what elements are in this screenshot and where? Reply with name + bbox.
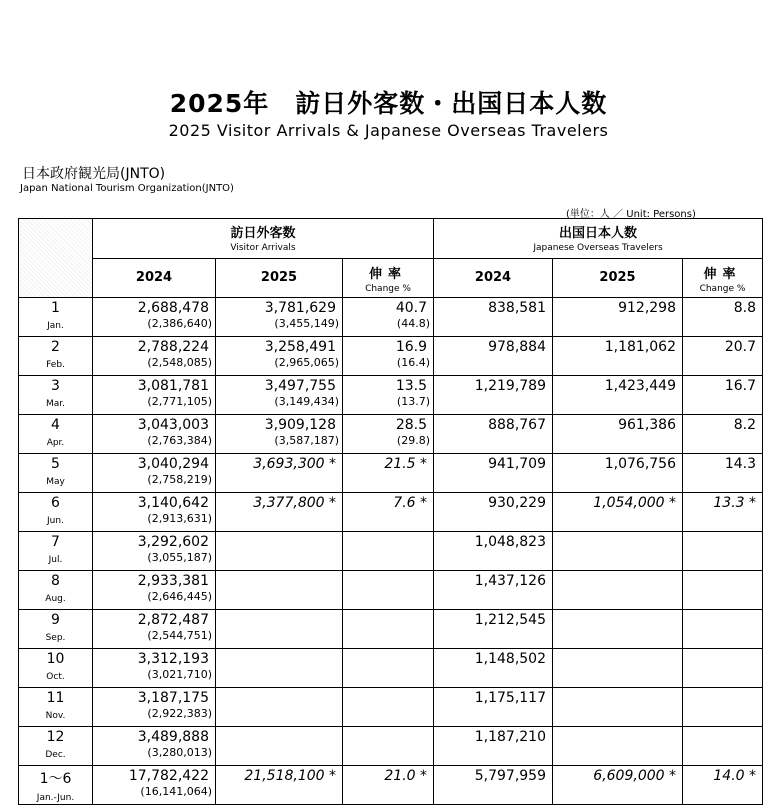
organization-en: Japan National Tourism Organization(JNTO) [20, 183, 234, 194]
travelers-2024-cell: 838,581 [434, 298, 553, 337]
arrivals-change-cell [343, 727, 434, 766]
month-name-en: Jun. [47, 516, 64, 526]
arrivals-2024-cell: 2,788,224 (2,548,085) [93, 337, 216, 376]
overseas-travelers-header-ja: 出国日本人数 [558, 226, 637, 241]
month-cell [19, 727, 93, 766]
statistics-table [18, 218, 763, 805]
arrivals-2024-cell: 3,040,294 (2,758,219) [93, 454, 216, 493]
arrivals-change-cell: 40.7 (44.8) [343, 298, 434, 337]
month-number: 3 [51, 378, 60, 394]
month-number: 8 [51, 573, 60, 589]
arrivals-change-cell: 28.5 (29.8) [343, 415, 434, 454]
travelers-change-cell [683, 727, 763, 766]
arrivals-change-cell: 21.5 * [343, 454, 434, 493]
arrivals-change-cell [343, 649, 434, 688]
table-row [19, 376, 763, 415]
travelers-2025-cell [553, 727, 683, 766]
organization-ja: 日本政府観光局(JNTO) [22, 166, 166, 182]
table-row [19, 688, 763, 727]
travelers-2024-cell: 1,219,789 [434, 376, 553, 415]
travelers-2025-cell [553, 532, 683, 571]
travelers-2024-cell: 930,229 [434, 493, 553, 532]
arrivals-change-cell: 13.5 (13.7) [343, 376, 434, 415]
travelers-2024-cell: 1,175,117 [434, 688, 553, 727]
month-name-en: Nov. [45, 711, 66, 721]
arrivals-2025-cell [216, 532, 343, 571]
month-cell [19, 532, 93, 571]
travelers-2025-cell: 1,423,449 [553, 376, 683, 415]
travelers-2024-cell: 5,797,959 [434, 766, 553, 805]
visitor-arrivals-header [93, 219, 434, 259]
travelers-change-cell: 14.3 [683, 454, 763, 493]
arrivals-2025-cell: 3,781,629 (3,455,149) [216, 298, 343, 337]
travelers-2024-cell: 978,884 [434, 337, 553, 376]
arrivals-change-header: 伸率 Change % [343, 259, 434, 298]
arrivals-2024-cell: 2,933,381 (2,646,445) [93, 571, 216, 610]
arrivals-2025-cell [216, 688, 343, 727]
travelers-change-cell [683, 610, 763, 649]
month-name-en: Apr. [46, 438, 65, 448]
travelers-change-cell: 8.8 [683, 298, 763, 337]
arrivals-change-cell [343, 688, 434, 727]
month-cell [19, 376, 93, 415]
month-number: 12 [46, 729, 65, 745]
travelers-change-cell [683, 532, 763, 571]
table-row [19, 415, 763, 454]
month-cell [19, 337, 93, 376]
month-number: 4 [51, 417, 60, 433]
arrivals-2025-cell [216, 610, 343, 649]
travelers-2024-cell: 1,437,126 [434, 571, 553, 610]
travelers-2025-cell: 6,609,000 * [553, 766, 683, 805]
arrivals-2024-cell: 3,140,642 (2,913,631) [93, 493, 216, 532]
travelers-change-cell: 13.3 * [683, 493, 763, 532]
month-name-en: Mar. [45, 399, 65, 409]
month-name-en: Feb. [46, 360, 65, 370]
travelers-2025-cell [553, 571, 683, 610]
travelers-change-cell [683, 571, 763, 610]
table-row [19, 298, 763, 337]
month-name-en: Sep. [45, 633, 66, 643]
arrivals-change-cell: 7.6 * [343, 493, 434, 532]
travelers-2025-cell [553, 610, 683, 649]
travelers-2025-cell: 1,054,000 * [553, 493, 683, 532]
travelers-2024-cell: 888,767 [434, 415, 553, 454]
travelers-2025-cell [553, 688, 683, 727]
travelers-change-header: 伸率 Change % [683, 259, 763, 298]
arrivals-2024-cell: 3,081,781 (2,771,105) [93, 376, 216, 415]
arrivals-2025-cell: 21,518,100 * [216, 766, 343, 805]
month-cell [19, 493, 93, 532]
travelers-change-cell: 20.7 [683, 337, 763, 376]
arrivals-2024-cell: 3,187,175 (2,922,383) [93, 688, 216, 727]
arrivals-2025-cell: 3,693,300 * [216, 454, 343, 493]
travelers-2025-header: 2025 [553, 259, 683, 298]
page-title-en: 2025 Visitor Arrivals & Japanese Overseas Travelers [168, 121, 609, 140]
overseas-travelers-header [434, 219, 763, 259]
month-number: 10 [46, 651, 65, 667]
table-row [19, 766, 763, 805]
month-number: 7 [51, 534, 60, 550]
travelers-change-cell [683, 688, 763, 727]
table-row [19, 571, 763, 610]
visitor-arrivals-header-en: Visitor Arrivals [230, 243, 296, 253]
month-name-en: May [46, 477, 65, 487]
travelers-2024-header: 2024 [434, 259, 553, 298]
arrivals-2024-cell: 3,043,003 (2,763,384) [93, 415, 216, 454]
month-name-en: Jan. [47, 321, 64, 331]
travelers-2025-cell: 1,076,756 [553, 454, 683, 493]
travelers-2024-cell: 941,709 [434, 454, 553, 493]
arrivals-2025-cell: 3,377,800 * [216, 493, 343, 532]
arrivals-change-cell: 16.9 (16.4) [343, 337, 434, 376]
month-name-en: Oct. [46, 672, 65, 682]
travelers-2024-cell: 1,048,823 [434, 532, 553, 571]
month-header-cell [19, 219, 93, 298]
arrivals-2024-cell: 3,312,193 (3,021,710) [93, 649, 216, 688]
table-row [19, 610, 763, 649]
table-row [19, 337, 763, 376]
arrivals-2025-cell: 3,909,128 (3,587,187) [216, 415, 343, 454]
arrivals-2025-cell [216, 727, 343, 766]
month-cell [19, 688, 93, 727]
table-row [19, 454, 763, 493]
travelers-2025-cell [553, 649, 683, 688]
month-cell [19, 298, 93, 337]
arrivals-2024-cell: 3,292,602 (3,055,187) [93, 532, 216, 571]
month-number: 1～6 [39, 771, 72, 787]
month-name-en: Jul. [48, 555, 63, 565]
month-cell [19, 571, 93, 610]
table-row [19, 727, 763, 766]
travelers-2024-cell: 1,187,210 [434, 727, 553, 766]
travelers-2025-cell: 961,386 [553, 415, 683, 454]
month-name-en: Dec. [45, 750, 66, 760]
arrivals-2025-header: 2025 [216, 259, 343, 298]
unit-label: (単位：人 ／ Unit: Persons) [566, 209, 696, 220]
arrivals-2024-header: 2024 [93, 259, 216, 298]
arrivals-2025-cell: 3,258,491 (2,965,065) [216, 337, 343, 376]
month-cell [19, 415, 93, 454]
overseas-travelers-header-en: Japanese Overseas Travelers [533, 243, 663, 253]
arrivals-2024-cell: 3,489,888 (3,280,013) [93, 727, 216, 766]
page-title-ja: 2025年 訪日外客数・出国日本人数 [169, 89, 608, 118]
table-row [19, 532, 763, 571]
arrivals-change-cell [343, 610, 434, 649]
travelers-change-cell [683, 649, 763, 688]
arrivals-change-cell [343, 571, 434, 610]
table-row [19, 649, 763, 688]
month-number: 6 [51, 495, 60, 511]
arrivals-2024-cell: 2,872,487 (2,544,751) [93, 610, 216, 649]
month-number: 2 [51, 339, 60, 355]
table-row [19, 493, 763, 532]
month-cell [19, 610, 93, 649]
month-cell [19, 649, 93, 688]
travelers-change-cell: 16.7 [683, 376, 763, 415]
arrivals-2025-cell: 3,497,755 (3,149,434) [216, 376, 343, 415]
travelers-2024-cell: 1,148,502 [434, 649, 553, 688]
arrivals-2024-cell: 2,688,478 (2,386,640) [93, 298, 216, 337]
month-number: 5 [51, 456, 60, 472]
arrivals-2024-cell: 17,782,422 (16,141,064) [93, 766, 216, 805]
month-name-en: Aug. [45, 594, 66, 604]
travelers-change-cell: 14.0 * [683, 766, 763, 805]
travelers-2025-cell: 1,181,062 [553, 337, 683, 376]
arrivals-2025-cell [216, 571, 343, 610]
visitor-arrivals-header-ja: 訪日外客数 [230, 226, 296, 241]
month-name-en: Jan.-Jun. [36, 793, 75, 803]
travelers-change-cell: 8.2 [683, 415, 763, 454]
arrivals-change-cell: 21.0 * [343, 766, 434, 805]
month-number: 9 [51, 612, 60, 628]
travelers-2024-cell: 1,212,545 [434, 610, 553, 649]
month-number: 11 [46, 690, 65, 706]
travelers-2025-cell: 912,298 [553, 298, 683, 337]
arrivals-2025-cell [216, 649, 343, 688]
month-cell [19, 454, 93, 493]
month-cell [19, 766, 93, 805]
arrivals-change-cell [343, 532, 434, 571]
month-number: 1 [51, 300, 60, 316]
